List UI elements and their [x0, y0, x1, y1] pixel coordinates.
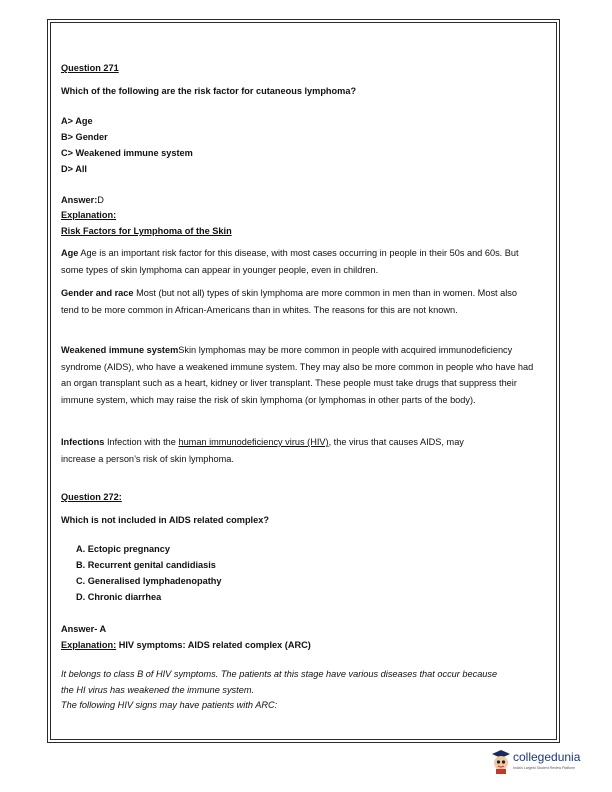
option-d: D> All — [61, 164, 87, 174]
answer-271: Answer:D — [61, 195, 104, 205]
explanation-271-label: Explanation: — [61, 210, 117, 220]
paragraph-infections-line2: increase a person’s risk of skin lymphoma. — [61, 454, 234, 464]
question-272-label: Question 272: — [61, 492, 122, 502]
option-272-a: A. Ectopic pregnancy — [76, 544, 170, 554]
mascot-icon — [490, 748, 512, 774]
option-272-b: B. Recurrent genital candidiasis — [76, 560, 216, 570]
italic-line-1: It belongs to class B of HIV symptoms. The patients at this stage have various diseases that occur because — [61, 669, 498, 679]
question-272-text: Which is not included in AIDS related complex? — [61, 515, 269, 525]
answer-272: Answer- A — [61, 624, 107, 634]
option-272-c: C. Generalised lymphadenopathy — [76, 576, 222, 586]
section-title: Risk Factors for Lymphoma of the Skin — [61, 226, 232, 236]
paragraph-immune: Weakened immune systemSkin lymphomas may be more common in people with acquired immunodeficiency syndrome (AIDS), who have a weakened immune system. They may also be more common in people who have had an organ transplant such as a heart, kidney or liver transplant. These people must take drugs that suppress their immune system, which may raise the risk of skin lymphoma (or lymphomas in other parts of the body). — [61, 345, 534, 405]
italic-line-2: the HI virus has weakened the immune system. — [61, 685, 255, 695]
explanation-272: Explanation: HIV symptoms: AIDS related complex (ARC) — [61, 640, 311, 650]
logo-tagline: India's Largest Student Review Platform — [513, 766, 576, 770]
paragraph-age: Age Age is an important risk factor for this disease, with most cases occurring in people in their 50s and 60s. But some types of skin lymphoma can appear in younger people, even in children. — [61, 248, 519, 275]
collegedunia-logo[interactable] — [488, 748, 581, 776]
option-c: C> Weakened immune system — [61, 148, 193, 158]
logo-text: collegedunia — [513, 750, 581, 764]
paragraph-infections-line1: Infections Infection with the human immunodeficiency virus (HIV), the virus that causes AIDS, may — [61, 437, 464, 447]
italic-line-3: The following HIV signs may have patients with ARC: — [61, 700, 278, 710]
option-a: A> Age — [61, 116, 93, 126]
question-271-text: Which of the following are the risk factor for cutaneous lymphoma? — [61, 86, 357, 96]
hiv-link[interactable]: human immunodeficiency virus (HIV) — [178, 437, 329, 447]
option-272-d: D. Chronic diarrhea — [76, 592, 162, 602]
paragraph-gender: Gender and race Most (but not all) types of skin lymphoma are more common in men than in women. Most also tend to be more common in African-Americans than in whites. The reasons for this are not known. — [61, 288, 517, 315]
question-271-label: Question 271 — [61, 63, 119, 73]
option-b: B> Gender — [61, 132, 108, 142]
